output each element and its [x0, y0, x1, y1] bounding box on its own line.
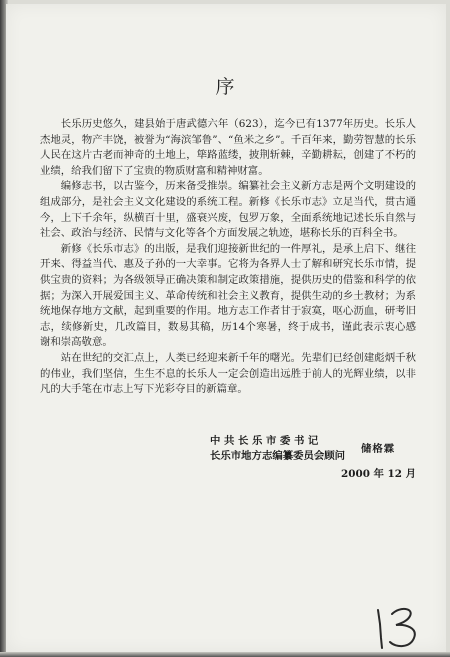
- paragraph-2: 编修志书，以古鉴今，历来备受推崇。编纂社会主义新方志是两个文明建设的组成部分，是社会主义文化建设的系统工程。新修《长乐市志》立足当代，贯古通今，上下千余年，纵横百十里，盛衰兴废，包罗万象，全面系统地记述长乐自然与社会、政治与经济、民情与文化等各个方面发展之轨迹，堪称长乐的百科全书。: [40, 180, 416, 240]
- handwritten-page-number: [366, 604, 436, 652]
- paragraph-1: 长乐历史悠久，建县始于唐武德六年（623），迄今已有1377年历史。长乐人杰地灵，物产丰饶，被誉为“海滨邹鲁”、“鱼米之乡”。千百年来，勤劳智慧的长乐人民在这片古老而神奇的土地上，筚路蓝缕，披荆斩棘，辛勤耕耘，创建了不朽的业绩，给我们留下了宝贵的物质财富和精神财富。: [40, 118, 416, 177]
- paragraph-3: 新修《长乐市志》的出版，是我们迎接新世纪的一件厚礼，是承上启下、继往开来、得益当代、惠及子孙的一大幸事。它将为各界人士了解和研究长乐市情，提供宝贵的资料；为各级领导正确决策和制定政策措施，提供历史的借鉴和科学的依据；为深入开展爱国主义、革命传统和社会主义教育，提供生动的乡土教材；为系统地保存地方文献，起到重要的作用。地方志工作者甘于寂寞，呕心沥血，研考旧志，续修新史，几改篇目，数易其稿，历14个寒暑，终于成书，谨此表示衷心感谢和崇高敬意。: [40, 242, 416, 349]
- signatory-title-2: 长乐市地方志编纂委员会顾问: [210, 450, 346, 462]
- paragraph-4: 站在世纪的交汇点上，人类已经迎来新千年的曙光。先辈们已经创建彪炳千秋的伟业，我们坚信，生生不息的长乐人一定会创造出远胜于前人的光辉业绩，以非凡的大手笔在市志上写下光彩夺目的新篇章。: [40, 351, 416, 396]
- signature-date: 2000 年 12 月: [341, 468, 417, 480]
- preface-body: [40, 117, 416, 398]
- page-bottom-edge: [0, 652, 450, 657]
- signature-block: [210, 434, 417, 480]
- signatory-title-1: 中共长乐市委书记: [210, 435, 322, 447]
- page-title: 序: [215, 76, 237, 98]
- signatory-name: 储格霖: [361, 443, 396, 455]
- document-page: [6, 4, 446, 652]
